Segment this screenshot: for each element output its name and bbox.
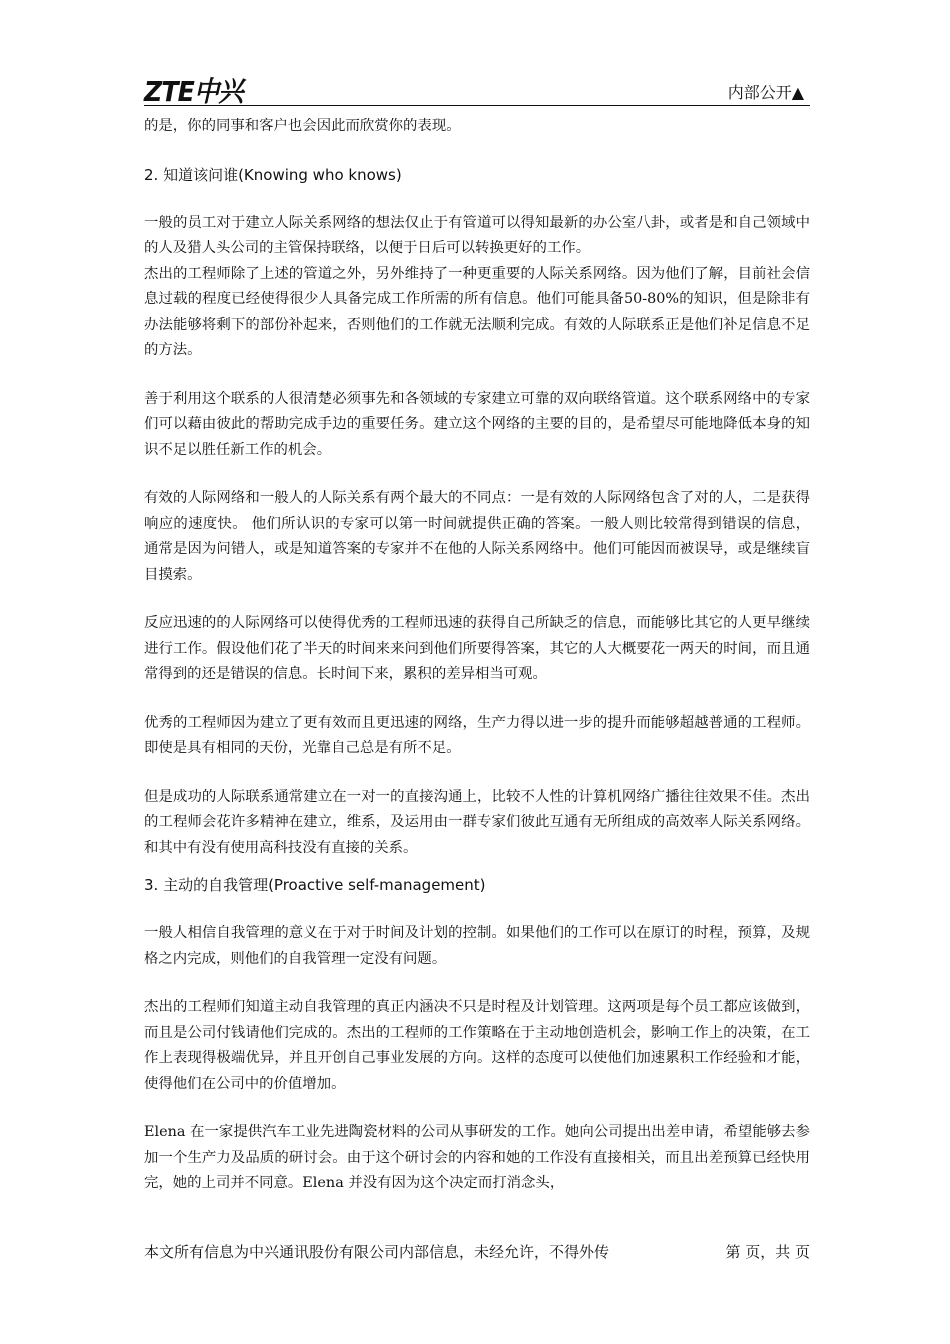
paragraph: 杰出的工程师除了上述的管道之外，另外维持了一种更重要的人际关系网络。因为他们了解，目前社会信息过载的程度已经使得很少人具备完成工作所需的所有信息。他们可能具备50-80%的知识，但是除非有办法能够将剩下的部份补起来，否则他们的工作就无法顺利完成。有效的人际联系正是他们补足信息不足的方法。 — [144, 265, 810, 358]
paragraph: 一般人相信自我管理的意义在于对于时间及计划的控制。如果他们的工作可以在原订的时程，预算，及规格之内完成，则他们的自我管理一定没有问题。 — [144, 925, 810, 967]
classification-label: 内部公开▲ — [727, 83, 804, 102]
page-header — [144, 62, 810, 106]
paragraph: 杰出的工程师们知道主动自我管理的真正内涵决不只是时程及计划管理。这两项是每个员工都应该做到，而且是公司付钱请他们完成的。杰出的工程师的工作策略在于主动地创造机会，影响工作上的决策，在工作上表现得极端优异，并且开创自己事业发展的方向。这样的态度可以使他们加速累积工作经验和才能，使得他们在公司中的价值增加。 — [144, 999, 810, 1092]
zte-logo — [144, 70, 254, 110]
confidentiality-notice: 本文所有信息为中兴通讯股份有限公司内部信息，未经允许，不得外传 — [144, 1243, 610, 1261]
paragraph: 一般的员工对于建立人际关系网络的想法仅止于有管道可以得知最新的办公室八卦，或者是和自己领域中的人及猎人头公司的主管保持联络，以便于日后可以转换更好的工作。 — [144, 214, 810, 256]
paragraph: 但是成功的人际联系通常建立在一对一的直接沟通上，比较不人性的计算机网络广播往往效果不佳。杰出的工程师会花许多精神在建立，维系，及运用由一群专家们彼此互通有无所组成的高效率人际关系网络。和其中有没有使用高科技没有直接的关系。 — [144, 788, 810, 856]
logo-text: ZTE中兴 — [144, 75, 243, 108]
paragraph: Elena 在一家提供汽车工业先进陶瓷材料的公司从事研发的工作。她向公司提出出差申请，希望能够去参加一个生产力及品质的研讨会。由于这个研讨会的内容和她的工作没有直接相关，而且出差预算已经快用完，她的上司并不同意。Elena 并没有因为这个决定而打消念头， — [144, 1124, 810, 1191]
document-body — [144, 114, 810, 1197]
section-heading-2: 2. 知道该问谁(Knowing who knows) — [144, 165, 402, 184]
page-footer — [144, 1241, 810, 1262]
paragraph: 有效的人际网络和一般人的人际关系有两个最大的不同点：一是有效的人际网络包含了对的人，二是获得响应的速度快。 他们所认识的专家可以第一时间就提供正确的答案。一般人则比较常得到错误的信息，通常是因为问错人，或是知道答案的专家并不在他的人际关系网络中。他们可能因而被误导，或是继续盲目摸索。 — [144, 490, 810, 583]
paragraph: 优秀的工程师因为建立了更有效而且更迅速的网络，生产力得以进一步的提升而能够超越普通的工程师。即使是具有相同的天份，光靠自己总是有所不足。 — [144, 714, 810, 756]
intro-paragraph: 的是，你的同事和客户也会因此而欣赏你的表现。 — [144, 118, 461, 134]
section-heading-3: 3. 主动的自我管理(Proactive self-management) — [144, 876, 486, 894]
paragraph: 反应迅速的的人际网络可以使得优秀的工程师迅速的获得自己所缺乏的信息，而能够比其它的人更早继续进行工作。假设他们花了半天的时间来来问到他们所要得答案，其它的人大概要花一两天的时间，而且通常得到的还是错误的信息。长时间下来，累积的差异相当可观。 — [144, 615, 810, 682]
page-number: 第 页，共 页 — [725, 1243, 810, 1261]
paragraph: 善于利用这个联系的人很清楚必须事先和各领域的专家建立可靠的双向联络管道。这个联系网络中的专家们可以藉由彼此的帮助完成手边的重要任务。建立这个网络的主要的目的，是希望尽可能地降低本身的知识不足以胜任新工作的机会。 — [144, 390, 810, 458]
header-divider — [144, 105, 810, 106]
